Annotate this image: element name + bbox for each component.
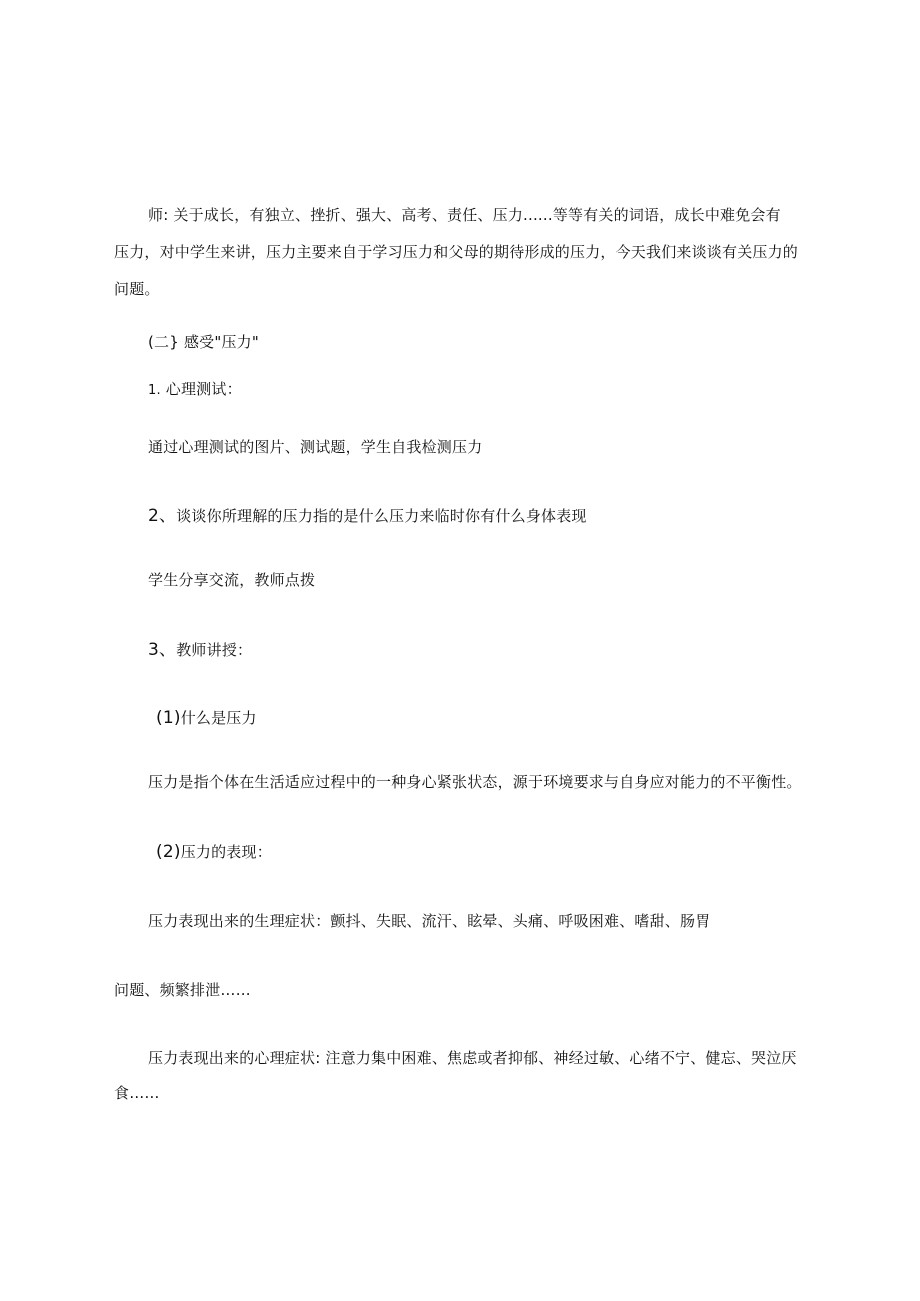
mental-symptoms-line-2: 食…… (114, 1084, 160, 1102)
physical-symptoms-line-2: 问题、频繁排泄…… (114, 981, 251, 999)
item-3-number: 3、 (148, 640, 177, 660)
sub-2-heading (156, 842, 272, 862)
sub-1-heading (156, 708, 257, 728)
section-heading: (二} 感受"压力" (148, 333, 259, 351)
sub-2-number: (2) (156, 842, 181, 862)
item-2-body: 学生分享交流，教师点拨 (148, 571, 316, 589)
item-2-heading (148, 506, 587, 526)
sub-1-body: 压力是指个体在生活适应过程中的一种身心紧张状态，源于环境要求与自身应对能力的不平衡性。 (148, 773, 802, 791)
item-2-number: 2、 (148, 506, 177, 526)
item-1-number: 1. (148, 383, 161, 398)
intro-line-1: 师: 关于成长，有独立、挫折、强大、高考、责任、压力......等等有关的词语，成长中难免会有 (148, 206, 781, 224)
item-3-heading (148, 640, 252, 660)
item-1-heading (148, 379, 242, 401)
sub-1-number: (1) (156, 708, 181, 728)
item-2-title: 谈谈你所理解的压力指的是什么压力来临时你有什么身体表现 (176, 507, 587, 525)
intro-line-3: 问题。 (114, 280, 160, 298)
item-1-title: 心理测试： (165, 380, 242, 398)
sub-1-title: 什么是压力 (180, 709, 257, 727)
item-3-title: 教师讲授： (176, 641, 253, 659)
intro-line-2: 压力，对中学生来讲，压力主要来自于学习压力和父母的期待形成的压力，今天我们来谈谈有关压力的 (114, 243, 799, 261)
mental-symptoms-line-1: 压力表现出来的心理症状: 注意力集中困难、焦虑或者抑郁、神经过敏、心绪不宁、健忘、哭泣厌 (148, 1049, 797, 1067)
item-1-body: 通过心理测试的图片、测试题，学生自我检测压力 (148, 438, 483, 456)
sub-2-title: 压力的表现： (180, 843, 272, 861)
physical-symptoms-line-1: 压力表现出来的生理症状：颤抖、失眠、流汗、眩晕、头痛、呼吸困难、嗜甜、肠胃 (148, 912, 711, 930)
